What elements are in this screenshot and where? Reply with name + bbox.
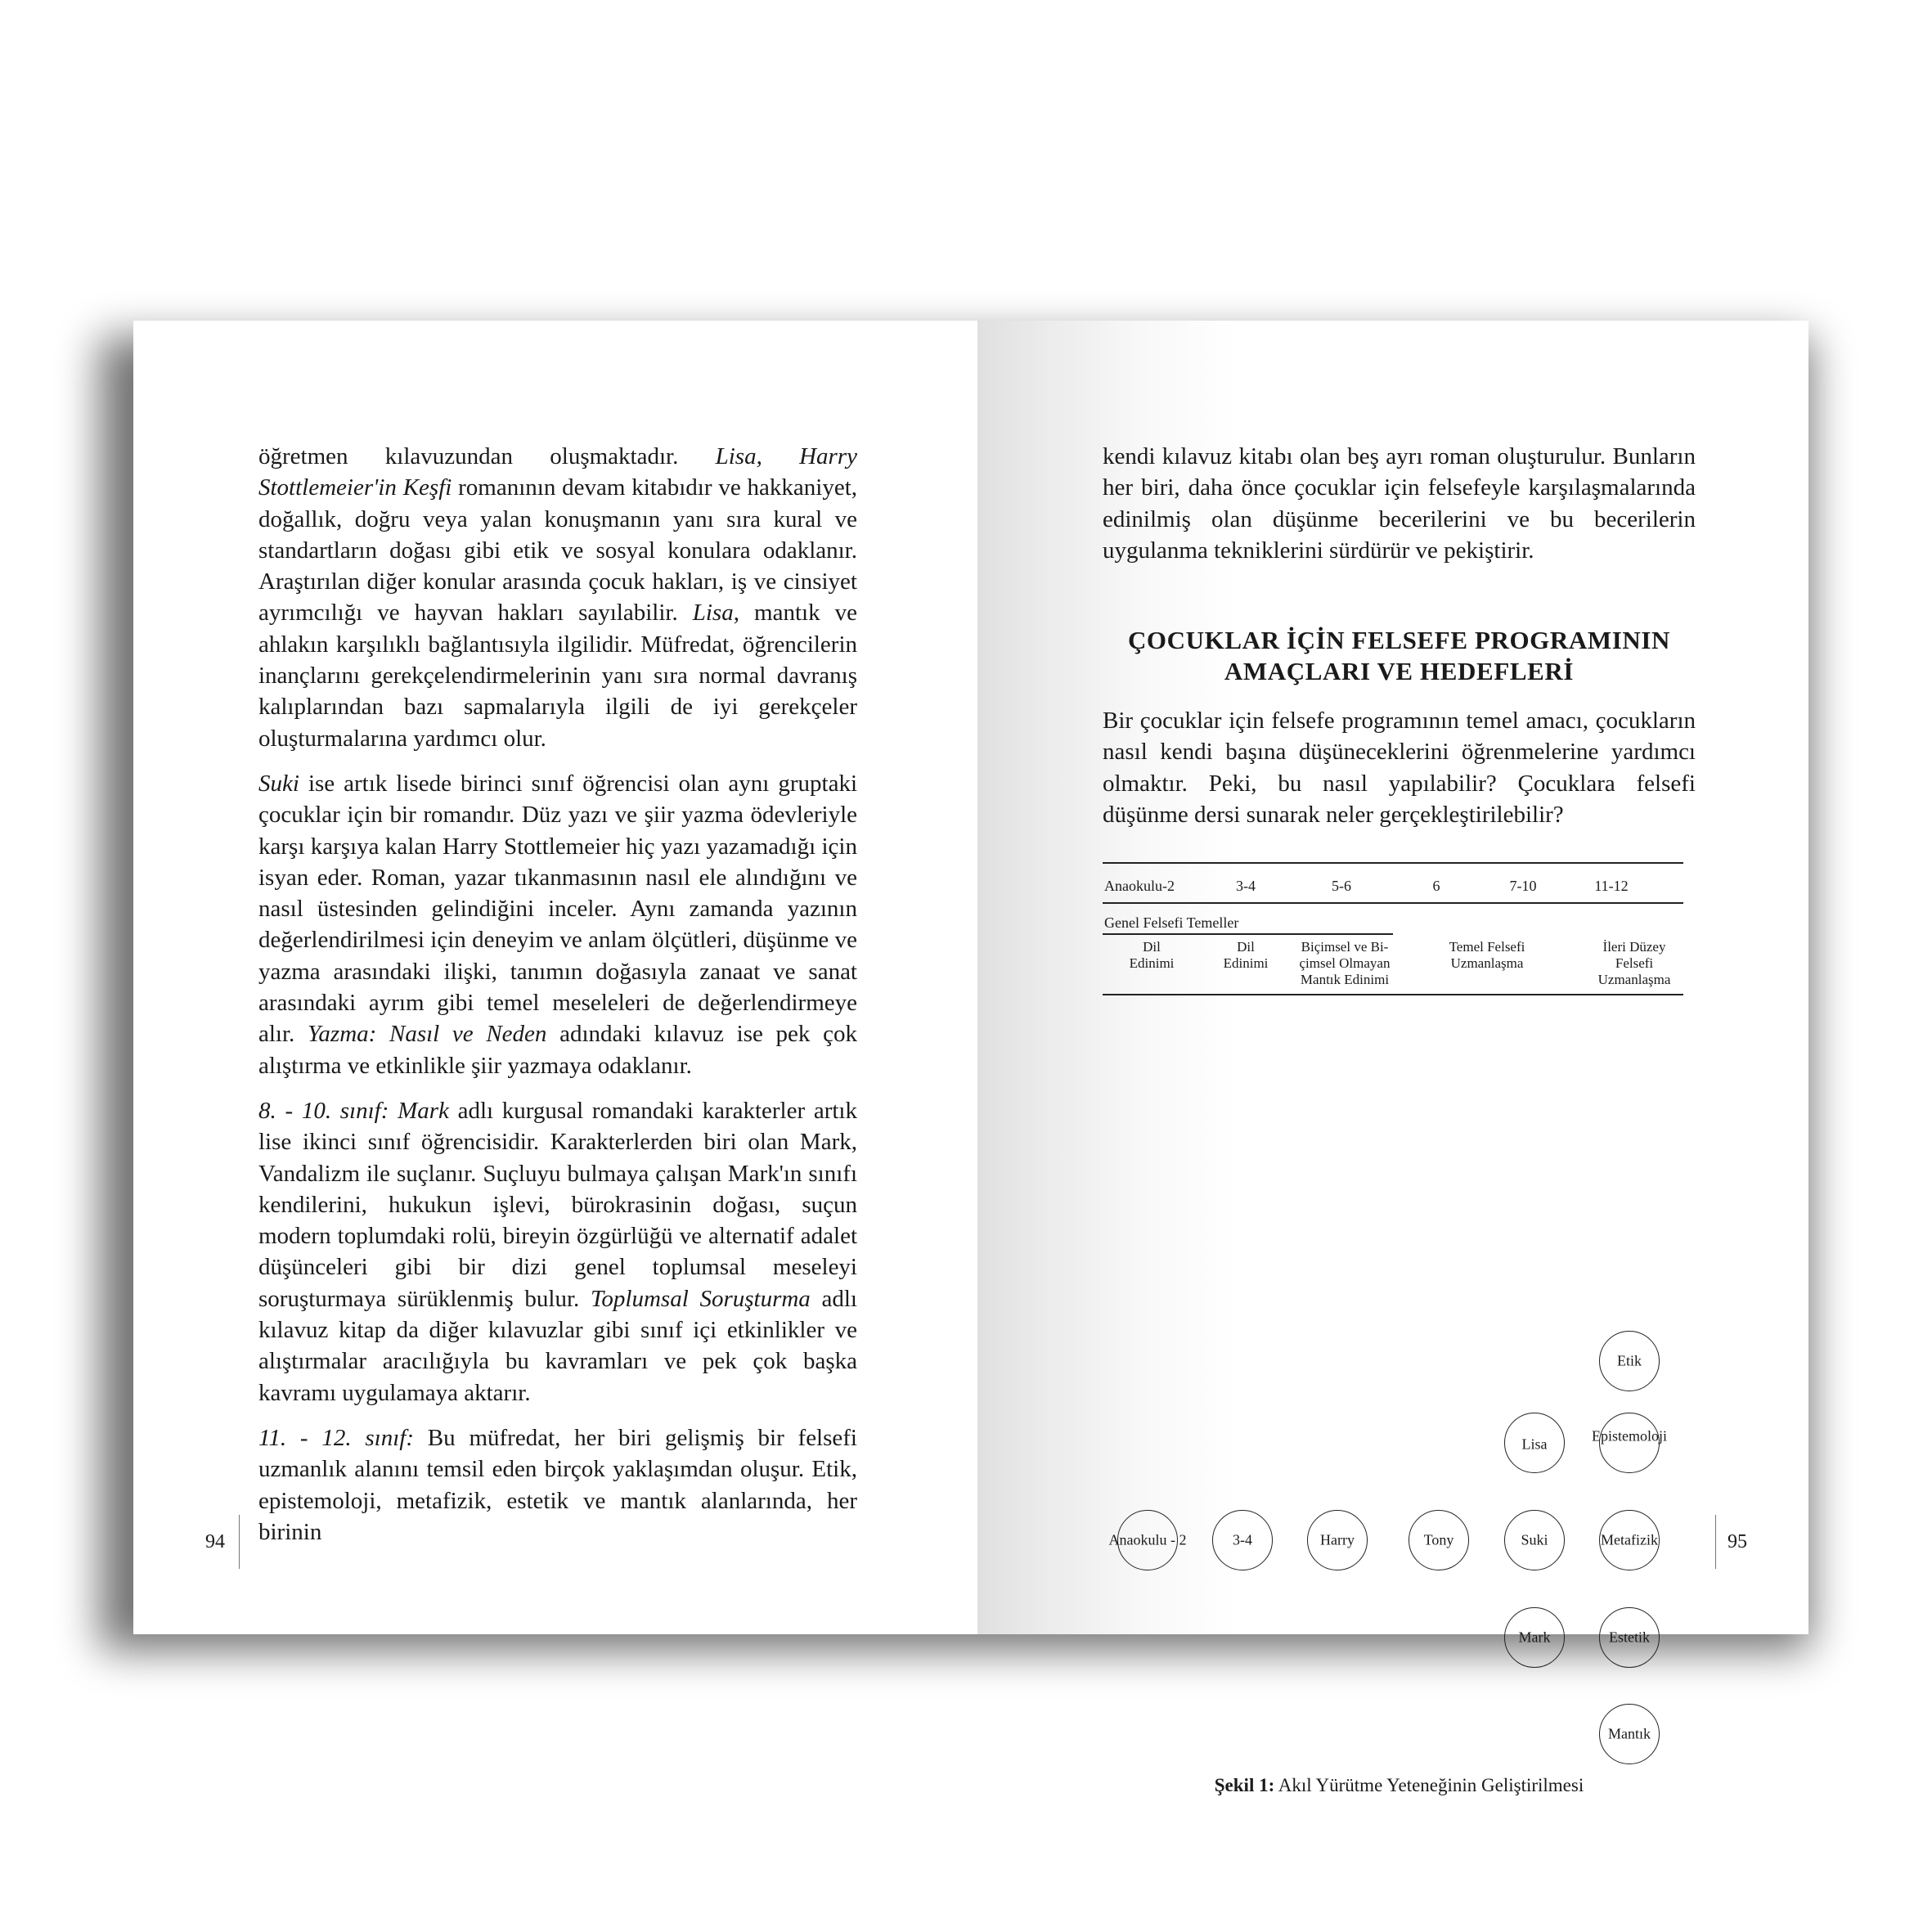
- sub-header-temel: Temel Felsefi Uzmanlaşma: [1449, 939, 1525, 971]
- group-underline: [1103, 933, 1393, 935]
- column-header-6: 6: [1432, 878, 1440, 894]
- figure-caption-text: Akıl Yürütme Yeteneğinin Geliştirilmesi: [1274, 1775, 1584, 1795]
- node-3-4-label: 3-4: [1233, 1531, 1252, 1548]
- node-suki-label: Suki: [1521, 1531, 1548, 1548]
- book-title-lisa: Lisa, Harry Stottlemeier'in Keşfi: [258, 443, 858, 501]
- left-page-body: [258, 441, 857, 1561]
- column-header-3-4: 3-4: [1236, 878, 1256, 894]
- node-metafizik-label: Metafizik: [1601, 1531, 1658, 1548]
- sub-header-dil-2: Dil Edinimi: [1223, 939, 1269, 971]
- node-estetik-label: Estetik: [1609, 1629, 1650, 1646]
- book-title-lisa-2: Lisa: [692, 600, 734, 627]
- figure-caption: [1103, 1775, 1696, 1796]
- node-mantik-label: Mantık: [1608, 1725, 1651, 1742]
- figure-top-rule: [1103, 862, 1683, 864]
- figure-caption-label: Şekil 1:: [1214, 1775, 1275, 1795]
- figure-header-rule: [1103, 902, 1683, 904]
- group-label-genel: Genel Felsefi Temeller: [1104, 914, 1239, 931]
- grade-lead-11-12: 11. - 12. sınıf:: [258, 1424, 415, 1451]
- figure-subheader-rule: [1103, 994, 1683, 995]
- node-lisa-label: Lisa: [1521, 1436, 1548, 1453]
- sub-header-dil-1: Dil Edinimi: [1129, 939, 1175, 971]
- section-heading-line-2: AMAÇLARI VE HEDEFLERİ: [1224, 657, 1575, 685]
- node-tony-label: Tony: [1423, 1531, 1454, 1548]
- page-number-right: 95: [1728, 1531, 1747, 1552]
- column-header-7-10: 7-10: [1509, 878, 1537, 894]
- section-heading-line-1: ÇOCUKLAR İÇİN FELSEFE PROGRAMININ: [1127, 626, 1671, 654]
- paragraph-mark: 8. - 10. sınıf: Mark adlı kurgusal romandaki karakterler artık lise ikinci sınıf öğrencisidir. Karakterlerden biri olan Mark, Vandalizm ile suçlanır. Suçluyu bulmaya çalışan Mark'ın sınıfı kendilerini, hukukun işlevi, bürokrasinin doğası, suçun modern toplumdaki rolü, bireyin özgürlüğü ve alternatif adalet düşünceleri gibi bir dizi genel toplumsal meseleyi soruşturmaya sürüklenmiş bulur. Toplumsal Soruşturma adlı kılavuz kitap da diğer kılavuzlar gibi sınıf içi etkinlikler ve alıştırmalar aracılığıyla bu kavramları ve pek çok başka kavramı uygulamaya aktarır.: [258, 1097, 857, 1406]
- book-title-suki: Suki: [258, 770, 299, 797]
- book-title-toplumsal: Toplumsal Soruşturma: [590, 1285, 811, 1312]
- right-page-intro: [1103, 441, 1696, 580]
- paragraph-11-12: 11. - 12. sınıf: Bu müfredat, her biri gelişmiş bir felsefi uzmanlık alanını temsil eden birçok yaklaşımdan oluşur. Etik, epistemoloji, metafizik, estetik ve mantık alanlarında, her birinin: [258, 1424, 857, 1545]
- node-epistemoloji-label: Epistemoloji: [1592, 1427, 1667, 1445]
- paragraph-suki: Suki ise artık lisede birinci sınıf öğrencisi olan aynı gruptaki çocuklar için bir romandır. Düz yazı ve şiir yazma ödevleriyle karşı karşıya kalan Harry Stottlemeier hiç yazı yazamadığı için isyan eder. Roman, yazar tıkanmasının nasıl ele alındığını ve nasıl üstesinden gelindiğini inceler. Aynı zamanda yazının değerlendirilmesi için deneyim ve anlam ölçütleri, düşünme ve yazma arasındaki ilişki, tanımın doğasıyla zanaat ve sanat arasındaki ayrım gibi temel meseleleri de değerlendirmeye alır. Yazma: Nasıl ve Neden adındaki kılavuz ise pek çok alıştırma ve etkinlikle şiir yazmaya odaklanır.: [258, 770, 857, 1079]
- left-page: [133, 321, 977, 1634]
- book-title-yazma: Yazma: Nasıl ve Neden: [307, 1021, 547, 1048]
- right-page-body: [1103, 705, 1696, 844]
- sub-header-mantik: Biçimsel ve Bi- çimsel Olmayan Mantık Edinimi: [1299, 939, 1391, 987]
- column-header-11-12: 11-12: [1594, 878, 1629, 894]
- sub-header-ileri: İleri Düzey Felsefi Uzmanlaşma: [1597, 939, 1671, 987]
- column-header-5-6: 5-6: [1332, 878, 1351, 894]
- right-page: [977, 321, 1808, 1795]
- paragraph-right-2: Bir çocuklar için felsefe programının temel amacı, çocukların nasıl kendi başına düşüneceklerini öğrenmelerine yardımcı olmaktır. Peki, bu nasıl yapılabilir? Çocuklara felsefi düşünme dersi sunarak neler gerçekleştirilebilir?: [1103, 708, 1696, 828]
- section-heading: [1103, 625, 1696, 687]
- paragraph-right-1: kendi kılavuz kitabı olan beş ayrı roman oluşturulur. Bunların her biri, daha önce çocuklar için felsefeyle karşılaşmalarında edinilmiş olan düşünme becerilerini ve bu becerilerin uygulanma tekniklerini sürdürür ve pekiştirir.: [1103, 443, 1696, 564]
- folio-rule-left: [239, 1515, 240, 1569]
- node-harry-label: Harry: [1320, 1531, 1355, 1548]
- paragraph-lisa: öğretmen kılavuzundan oluşmaktadır. Lisa, Harry Stottlemeier'in Keşfi romanının devam kitabıdır ve hakkaniyet, doğallık, doğru veya yalan konuşmanın yanı sıra kural ve standartların doğası gibi etik ve sosyal konulara odaklanır. Araştırılan diğer konular arasında çocuk hakları, iş ve cinsiyet ayrımcılığı ve hayvan hakları sayılabilir. Lisa, mantık ve ahlakın karşılıklı bağlantısıyla ilgilidir. Müfredat, öğrencilerin inançlarını gerekçelendirmelerinin yanı sıra normal davranış kalıplarından bazı sapmalarıyla ilgili de iyi gerekçeler oluşturmalarına yardımcı olur.: [258, 443, 858, 752]
- node-etik-label: Etik: [1617, 1352, 1642, 1369]
- column-header-anaokulu: Anaokulu-2: [1104, 878, 1175, 894]
- grade-lead-8-10: 8. - 10. sınıf: Mark: [258, 1097, 449, 1124]
- node-mark-label: Mark: [1518, 1629, 1551, 1646]
- node-anaokulu-label: Anaokulu - 2: [1108, 1531, 1187, 1548]
- figure-reasoning-development: [1103, 860, 1696, 1795]
- folio-rule-right: [1715, 1515, 1716, 1569]
- page-number-left: 94: [205, 1531, 225, 1552]
